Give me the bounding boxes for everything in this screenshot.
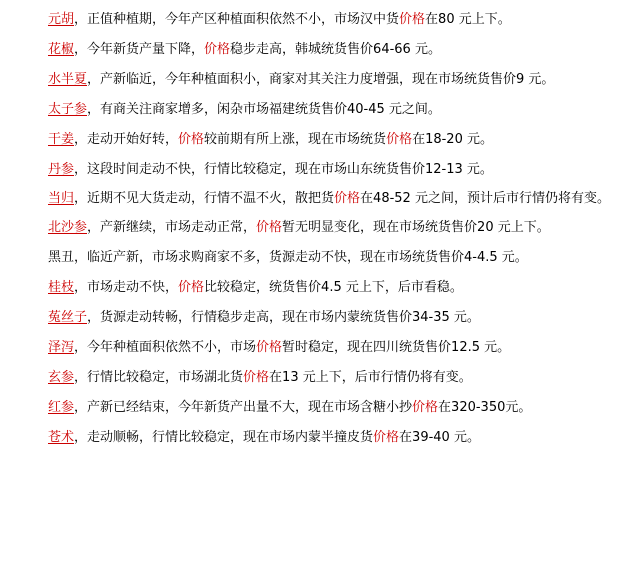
entry-text: ，近期不见大货走动，行情不温不火，散把货 — [74, 191, 335, 206]
price-keyword: 价格 — [373, 430, 400, 445]
price-keyword: 价格 — [178, 280, 205, 295]
entry-text: 在48-52 元之间，预计后市行情仍将有变。 — [360, 191, 610, 206]
entry-text: ，市场走动不快， — [74, 280, 179, 295]
entry-text: 在80 元上下。 — [425, 12, 511, 27]
herb-link[interactable]: 玄参 — [48, 370, 75, 385]
entry-text: ，货源走动转畅，行情稳步走高，现在市场内蒙统货售价34-35 元。 — [87, 310, 480, 325]
herb-link[interactable]: 元胡 — [48, 12, 75, 27]
entry-text: 在18-20 元。 — [412, 132, 493, 147]
price-keyword: 价格 — [334, 191, 361, 206]
report-entry — [0, 155, 639, 185]
entry-text: 稳步走高，韩城统货售价64-66 元。 — [230, 42, 441, 57]
entry-text: ，这段时间走动不快，行情比较稳定，现在市场山东统货售价12-13 元。 — [74, 162, 493, 177]
entry-text: ，产新临近，今年种植面积小，商家对其关注力度增强，现在市场统货售价9 元。 — [87, 72, 555, 87]
herb-link[interactable]: 花椒 — [48, 42, 75, 57]
herb-link[interactable]: 丹参 — [48, 162, 75, 177]
herb-link[interactable]: 红参 — [48, 400, 75, 415]
herb-link[interactable]: 北沙参 — [48, 220, 88, 235]
entry-text: 在320-350元。 — [438, 400, 532, 415]
report-entry — [0, 333, 639, 363]
price-keyword: 价格 — [256, 220, 283, 235]
report-entry — [0, 213, 639, 243]
entry-text: ，走动顺畅，行情比较稳定，现在市场内蒙半撞皮货 — [74, 430, 374, 445]
herb-link[interactable]: 太子参 — [48, 102, 88, 117]
entry-text: ，临近产新，市场求购商家不多，货源走动不快，现在市场统货售价4-4.5 元。 — [74, 250, 528, 265]
report-entry — [0, 423, 639, 453]
report-entry — [0, 303, 639, 333]
report-entry — [0, 65, 639, 95]
entry-text: 暂时稳定，现在四川统货售价12.5 元。 — [282, 340, 511, 355]
price-keyword: 价格 — [243, 370, 270, 385]
entry-text: ，今年种植面积依然不小，市场 — [74, 340, 257, 355]
herb-link[interactable]: 干姜 — [48, 132, 75, 147]
price-keyword: 价格 — [386, 132, 413, 147]
herb-link[interactable]: 当归 — [48, 191, 75, 206]
herb-link[interactable]: 泽泻 — [48, 340, 75, 355]
price-keyword: 价格 — [412, 400, 439, 415]
herb-link[interactable]: 桂枝 — [48, 280, 75, 295]
report-entry — [0, 363, 639, 393]
report-entry — [0, 5, 639, 35]
entry-text: ，正值种植期，今年产区种植面积依然不小，市场汉中货 — [74, 12, 400, 27]
entry-text: 较前期有所上涨，现在市场统货 — [204, 132, 387, 147]
entry-text: ，行情比较稳定，市场湖北货 — [74, 370, 244, 385]
herb-link[interactable]: 水半夏 — [48, 72, 88, 87]
report-entry — [0, 393, 639, 423]
entry-text: ，有商关注商家增多，闲杂市场福建统货售价40-45 元之间。 — [87, 102, 441, 117]
report-entry — [0, 273, 639, 303]
market-report — [0, 5, 639, 453]
entry-text: 比较稳定，统货售价4.5 元上下，后市看稳。 — [204, 280, 463, 295]
price-keyword: 价格 — [204, 42, 231, 57]
entry-text: ，走动开始好转， — [74, 132, 179, 147]
price-keyword: 价格 — [399, 12, 426, 27]
report-entry — [0, 185, 639, 213]
herb-link[interactable]: 苍术 — [48, 430, 75, 445]
entry-text: 暂无明显变化，现在市场统货售价20 元上下。 — [282, 220, 550, 235]
report-entry — [0, 95, 639, 125]
herb-name: 黑丑 — [48, 250, 75, 265]
report-entry — [0, 125, 639, 155]
entry-text: ，今年新货产量下降， — [74, 42, 205, 57]
herb-link[interactable]: 菟丝子 — [48, 310, 88, 325]
entry-text: 在39-40 元。 — [399, 430, 480, 445]
price-keyword: 价格 — [256, 340, 283, 355]
entry-text: 在13 元上下，后市行情仍将有变。 — [269, 370, 472, 385]
report-entry — [0, 35, 639, 65]
report-entry — [0, 243, 639, 273]
entry-text: ，产新已经结束，今年新货产出量不大，现在市场含糖小抄 — [74, 400, 413, 415]
price-keyword: 价格 — [178, 132, 205, 147]
entry-text: ，产新继续，市场走动正常， — [87, 220, 257, 235]
